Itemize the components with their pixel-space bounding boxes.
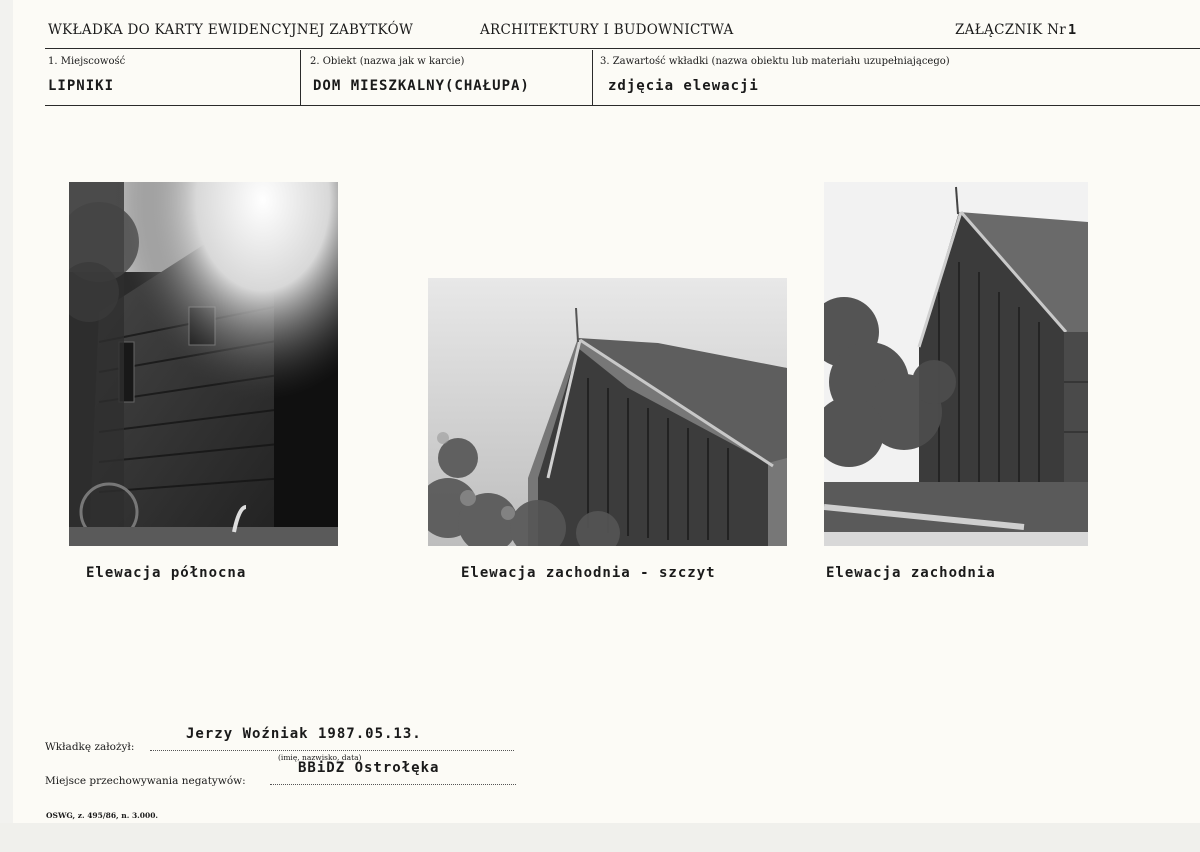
photo-west-gable [428, 278, 787, 546]
annex-label [955, 22, 1076, 38]
photo-west-elevation [824, 182, 1088, 546]
scan-edge-bottom [0, 823, 1200, 852]
photo-north-image [69, 182, 338, 546]
photo-west-image [824, 182, 1088, 546]
document-title: WKŁADKA DO KARTY EWIDENCYJNEJ ZABYTKÓW [48, 22, 414, 38]
print-info: OSWG, z. 495/86, n. 3.000. [46, 811, 159, 820]
storage-label: Miejsce przechowywania negatywów: [45, 775, 246, 787]
created-value: Jerzy Woźniak 1987.05.13. [186, 726, 422, 742]
annex-text: ZAŁĄCZNIK Nr [955, 22, 1067, 38]
object-label: 2. Obiekt (nazwa jak w karcie) [310, 56, 465, 67]
annex-number: 1 [1068, 22, 1077, 38]
caption-north: Elewacja północna [86, 565, 247, 581]
storage-value: BBiDZ Ostrołęka [298, 760, 440, 776]
created-dotted-line [150, 750, 514, 751]
content-value: zdjęcia elewacji [608, 78, 759, 94]
object-value: DOM MIESZKALNY(CHAŁUPA) [313, 78, 530, 94]
scan-edge-left [0, 0, 13, 852]
created-hint: (imię, nazwisko, data) [278, 753, 362, 762]
document-subtitle: ARCHITEKTURY I BUDOWNICTWA [480, 22, 734, 38]
content-label: 3. Zawartość wkładki (nazwa obiektu lub materiału uzupełniającego) [600, 56, 950, 67]
created-label: Wkładkę założył: [45, 741, 135, 753]
column-divider-2 [592, 50, 593, 105]
storage-dotted-line [270, 784, 516, 785]
photo-west-gable-image [428, 278, 787, 546]
photo-north-elevation [69, 182, 338, 546]
header-rule-bottom [45, 105, 1200, 106]
caption-west-gable: Elewacja zachodnia - szczyt [461, 565, 716, 581]
location-label: 1. Miejscowość [48, 56, 126, 67]
column-divider-1 [300, 50, 301, 105]
location-value: LIPNIKI [48, 78, 115, 94]
header-rule-top [45, 48, 1200, 49]
caption-west: Elewacja zachodnia [826, 565, 996, 581]
